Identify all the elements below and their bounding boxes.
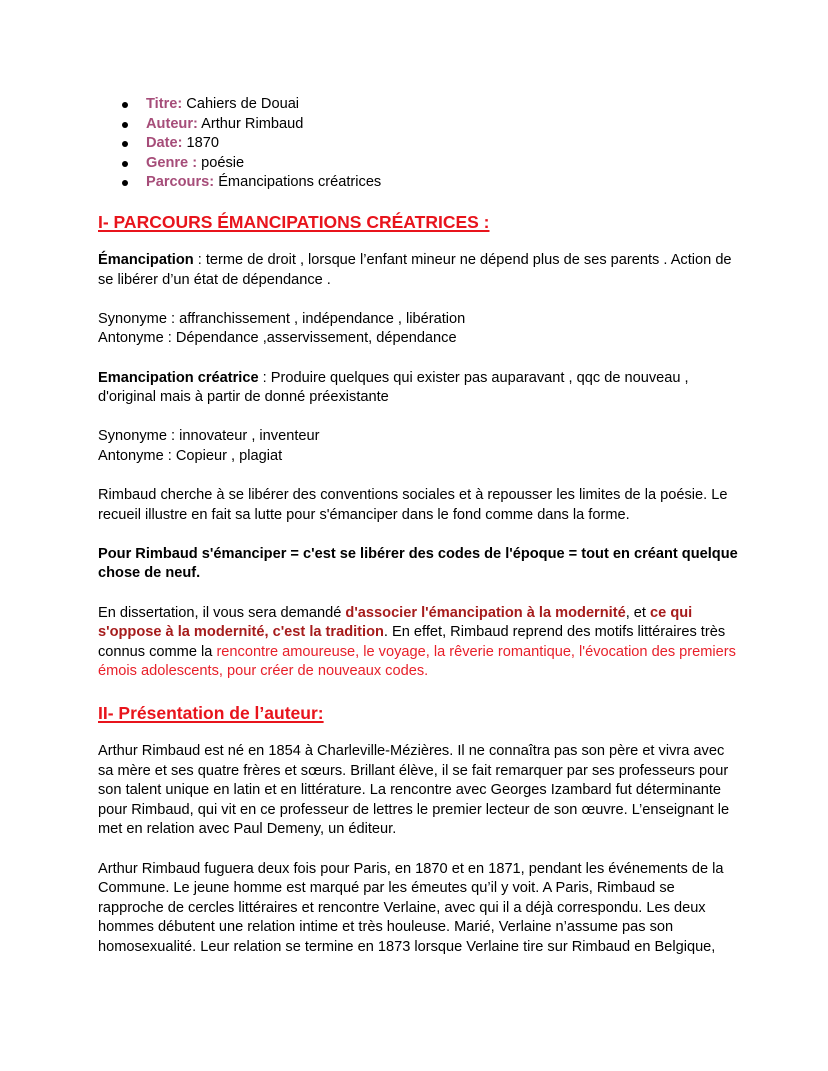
section-heading-1: I- PARCOURS ÉMANCIPATIONS CRÉATRICES : — [98, 211, 490, 232]
bullet-icon — [122, 141, 128, 147]
paragraph-rimbaud-conventions: Rimbaud cherche à se libérer des conventions sociales et à repousser les limites de la poésie. Le recueil illustre en fait sa lutte pour s'émanciper dans le fond comme dans la forme. — [98, 487, 728, 523]
definition-text: : terme de droit , lorsque l’enfant mineur ne dépend plus de ses parents . Action de se libérer d’un état de dépendance . — [98, 251, 732, 288]
text-run: En dissertation, il vous sera demandé — [98, 604, 346, 621]
definition-term: Emancipation créatrice — [98, 369, 259, 386]
document-page — [98, 95, 738, 958]
synonyms-1: Synonyme : affranchissement , indépendance , libération — [98, 310, 466, 327]
antonyms-1: Antonyme : Dépendance ,asservissement, dépendance — [98, 330, 457, 347]
info-value: Émancipations créatrices — [214, 174, 382, 191]
section-heading-2: II- Présentation de l’auteur: — [98, 703, 324, 724]
definition-emancipation-creatrice — [98, 369, 738, 408]
text-run: , et — [625, 604, 651, 621]
info-label: Titre: — [146, 96, 183, 112]
work-info-list — [98, 95, 738, 193]
info-label: Auteur: — [146, 115, 198, 132]
paragraph-biography-2: Arthur Rimbaud fuguera deux fois pour Paris, en 1870 et en 1871, pendant les événements de la Commune. Le jeune homme est marqué par les émeutes qu’il y voit. A Paris, Rimbaud se rapproche de cercles littéraires et rencontre Verlaine, avec qui il a déjà correspondu. Les deux hommes débutent une relation intime et très houleuse. Marié, Verlaine n’assume pas son homosexualité. Leur relation se termine en 1873 lorsque Verlaine tire sur Rimbaud en Belgique, — [98, 860, 724, 955]
list-item-parcours — [98, 173, 738, 193]
definition-term: Émancipation — [98, 251, 194, 268]
bullet-icon — [122, 102, 128, 108]
synonyms-2: Synonyme : innovateur , inventeur — [98, 428, 320, 445]
bullet-icon — [122, 180, 128, 186]
list-item-author — [98, 115, 738, 135]
list-item-date — [98, 134, 738, 154]
bullet-icon — [122, 122, 128, 128]
highlight-tradition: ce qui s'oppose à la modernité, c'est la tradition — [98, 604, 693, 641]
definition-text: : Produire quelques qui exister pas auparavant , qqc de nouveau , d'original mais à partir de donné préexistante — [98, 369, 689, 406]
bullet-icon — [122, 161, 128, 167]
info-value: Arthur Rimbaud — [197, 115, 304, 132]
info-label: Genre : — [146, 154, 198, 171]
paragraph-dissertation — [98, 604, 738, 682]
highlight-motifs: rencontre amoureuse, le voyage, la rêverie romantique, l'évocation des premiers émois adolescents, pour créer de nouveaux codes. — [98, 643, 736, 680]
highlight-modernity: d'associer l'émancipation à la modernité — [345, 604, 626, 621]
antonyms-2: Antonyme : Copieur , plagiat — [98, 447, 283, 464]
text-run: . En effet, Rimbaud reprend des motifs littéraires très connus comme la — [98, 624, 726, 660]
info-label: Parcours: — [146, 174, 215, 191]
info-label: Date: — [146, 135, 183, 152]
list-item-genre — [98, 154, 738, 174]
info-value: poésie — [197, 154, 245, 171]
paragraph-key-idea: Pour Rimbaud s'émanciper = c'est se libérer des codes de l'époque = tout en créant quelque chose de neuf. — [98, 545, 738, 582]
definition-emancipation — [98, 251, 738, 290]
info-value: Cahiers de Douai — [182, 96, 300, 112]
list-item-title — [98, 95, 738, 115]
info-value: 1870 — [182, 135, 220, 152]
paragraph-biography-1: Arthur Rimbaud est né en 1854 à Charleville-Mézières. Il ne connaîtra pas son père et vivra avec sa mère et ses quatre frères et sœurs. Brillant élève, il se fait remarquer par ses professeurs pour son talent unique en latin et en littérature. La rencontre avec Georges Izambard fut déterminante pour Rimbaud, qui vit en ce professeur de lettres le premier lecteur de son œuvre. L’enseignant le met en relation avec Paul Demeny, un éditeur. — [98, 743, 730, 838]
